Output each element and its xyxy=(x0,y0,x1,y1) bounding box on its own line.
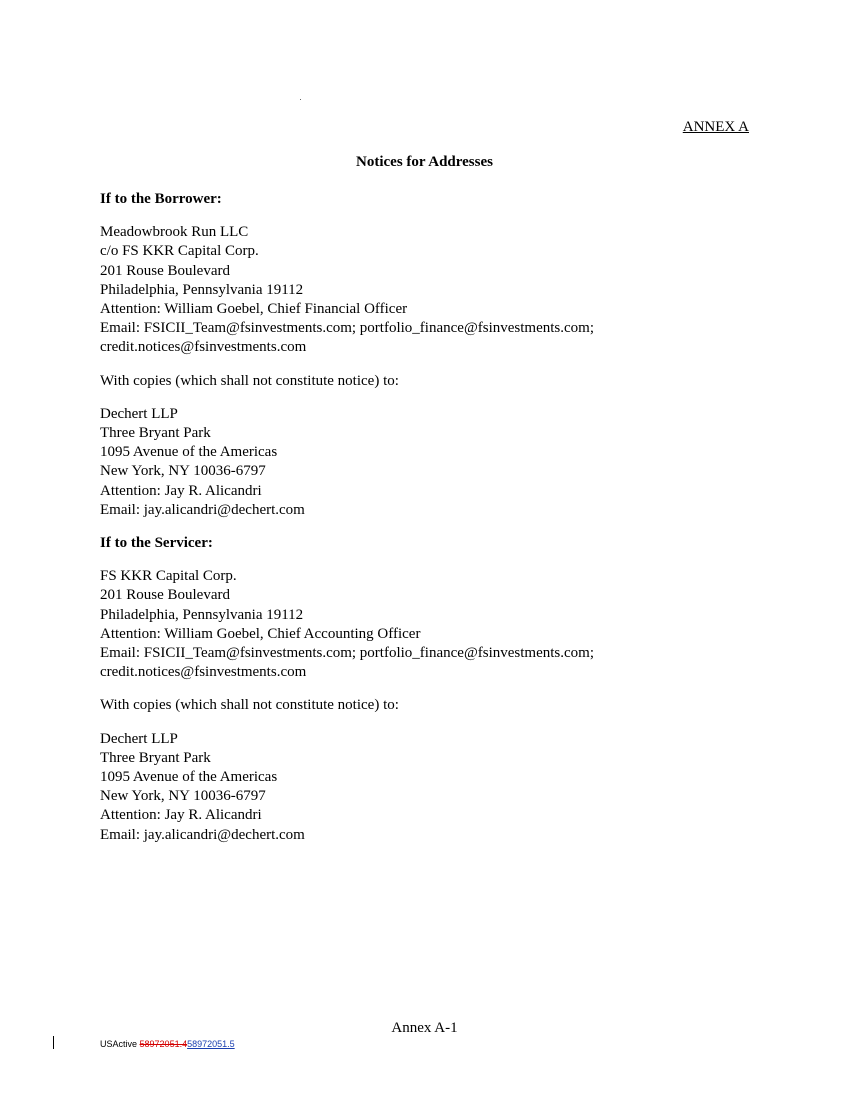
borrower-copies-note: With copies (which shall not constitute notice) to: xyxy=(100,372,399,389)
address-line: New York, NY 10036-6797 xyxy=(100,463,266,480)
servicer-copies-address xyxy=(100,730,760,845)
page-title: Notices for Addresses xyxy=(356,154,493,170)
document-body xyxy=(100,190,760,859)
address-line: Attention: William Goebel, Chief Financial Officer xyxy=(100,301,408,318)
address-line: Meadowbrook Run LLC xyxy=(100,224,249,241)
page-number: Annex A-1 xyxy=(391,1020,458,1036)
address-line: Email: jay.alicandri@dechert.com xyxy=(100,826,305,843)
address-line: Attention: Jay R. Alicandri xyxy=(100,482,262,499)
borrower-copies-address xyxy=(100,405,760,520)
servicer-address xyxy=(100,567,760,682)
address-line: 1095 Avenue of the Americas xyxy=(100,444,278,461)
deleted-document-id: 58972051.4 xyxy=(139,1039,188,1049)
borrower-heading: If to the Borrower: xyxy=(100,191,222,207)
address-line: Dechert LLP xyxy=(100,730,178,747)
borrower-address xyxy=(100,223,760,357)
address-line: Philadelphia, Pennsylvania 19112 xyxy=(100,281,304,298)
annex-label: ANNEX A xyxy=(682,119,749,135)
inserted-document-id: 58972051.5 xyxy=(187,1039,235,1049)
address-line: Email: FSICII_Team@fsinvestments.com; portfolio_finance@fsinvestments.com; xyxy=(100,645,594,662)
address-line: Dechert LLP xyxy=(100,405,178,422)
stray-dot xyxy=(300,99,301,100)
address-line: FS KKR Capital Corp. xyxy=(100,568,237,585)
document-id xyxy=(100,1039,235,1049)
address-line: Attention: William Goebel, Chief Accounting Officer xyxy=(100,625,421,642)
change-bar xyxy=(53,1036,54,1049)
document-id-prefix: USActive xyxy=(100,1039,138,1049)
address-line: c/o FS KKR Capital Corp. xyxy=(100,243,259,260)
address-line: Attention: Jay R. Alicandri xyxy=(100,807,262,824)
address-line: 201 Rouse Boulevard xyxy=(100,587,230,604)
servicer-copies-note: With copies (which shall not constitute notice) to: xyxy=(100,697,399,714)
address-line: 1095 Avenue of the Americas xyxy=(100,769,278,786)
address-line: Philadelphia, Pennsylvania 19112 xyxy=(100,606,304,623)
address-line: Three Bryant Park xyxy=(100,749,211,766)
address-line: Three Bryant Park xyxy=(100,425,211,442)
address-line: Email: FSICII_Team@fsinvestments.com; portfolio_finance@fsinvestments.com; xyxy=(100,320,594,337)
address-line: 201 Rouse Boulevard xyxy=(100,262,230,279)
servicer-heading: If to the Servicer: xyxy=(100,535,213,552)
address-line: credit.notices@fsinvestments.com xyxy=(100,664,307,681)
address-line: credit.notices@fsinvestments.com xyxy=(100,339,307,356)
address-line: New York, NY 10036-6797 xyxy=(100,788,266,805)
address-line: Email: jay.alicandri@dechert.com xyxy=(100,501,305,518)
